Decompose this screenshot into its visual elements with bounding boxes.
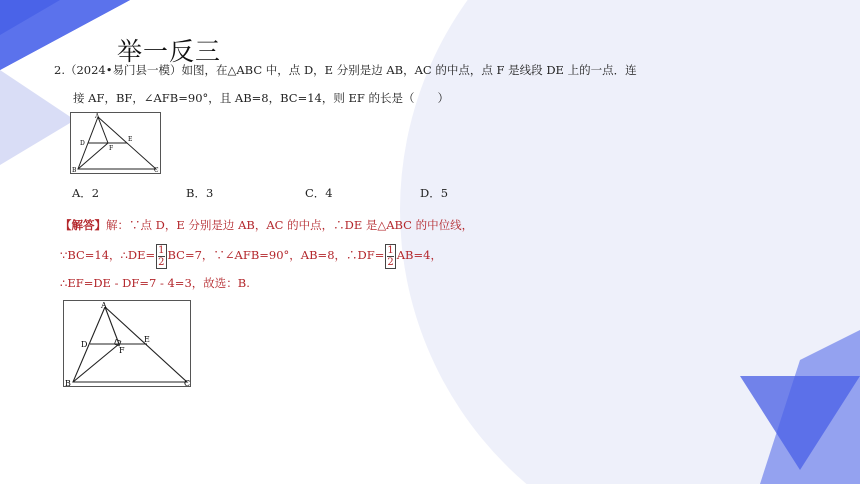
question-figure (70, 112, 162, 175)
fraction-denominator: 2 (158, 256, 165, 268)
answer-line-3: ∴EF=DE - DF=7 - 4=3，故选：B. (60, 276, 250, 290)
question-line-1: 2.（2024•易门县一模）如图，在△ABC 中，点 D，E 分别是边 AB，AC 的中点，点 F 是线段 DE 上的一点．连 (54, 63, 637, 77)
answer-line-1 (60, 217, 473, 233)
label-f: F (109, 145, 114, 152)
answer-line-2-part-a: ∵BC=14，∴DE= (60, 248, 156, 262)
choice-b: B．3 (186, 186, 214, 200)
label-d: D (80, 140, 85, 147)
label-e: E (144, 335, 150, 344)
answer-line-2 (60, 243, 442, 269)
fraction-numerator: 1 (387, 244, 394, 256)
question-line-2: 接 AF，BF，∠AFB=90°，且 AB=8，BC=14，则 EF 的长是（ ） (73, 91, 450, 105)
choice-d: D．5 (420, 186, 449, 200)
label-d: D (81, 340, 88, 349)
answer-figure (63, 300, 192, 388)
answer-line-1-text: 解：∵点 D，E 分别是边 AB，AC 的中点，∴DE 是△ABC 的中位线， (106, 218, 474, 232)
fraction-half-1 (156, 244, 166, 269)
fraction-half-2 (385, 244, 395, 269)
label-b: B (72, 167, 77, 174)
label-e: E (128, 136, 133, 143)
label-c: C (154, 167, 159, 174)
answer-line-2-part-b: BC=7，∵∠AFB=90°，AB=8，∴DF= (167, 248, 385, 262)
label-f: F (119, 346, 125, 355)
label-a: A (95, 113, 100, 120)
choice-a: A．2 (72, 186, 100, 200)
choice-c: C．4 (305, 186, 333, 200)
label-c: C (184, 379, 191, 388)
answer-line-2-part-c: AB=4， (396, 248, 442, 262)
fraction-numerator: 1 (158, 244, 165, 256)
label-a: A (101, 301, 107, 310)
label-b: B (65, 379, 71, 388)
answer-tag: 【解答】 (60, 218, 106, 232)
page-title: 举一反三 (117, 37, 222, 66)
fraction-denominator: 2 (387, 256, 394, 268)
